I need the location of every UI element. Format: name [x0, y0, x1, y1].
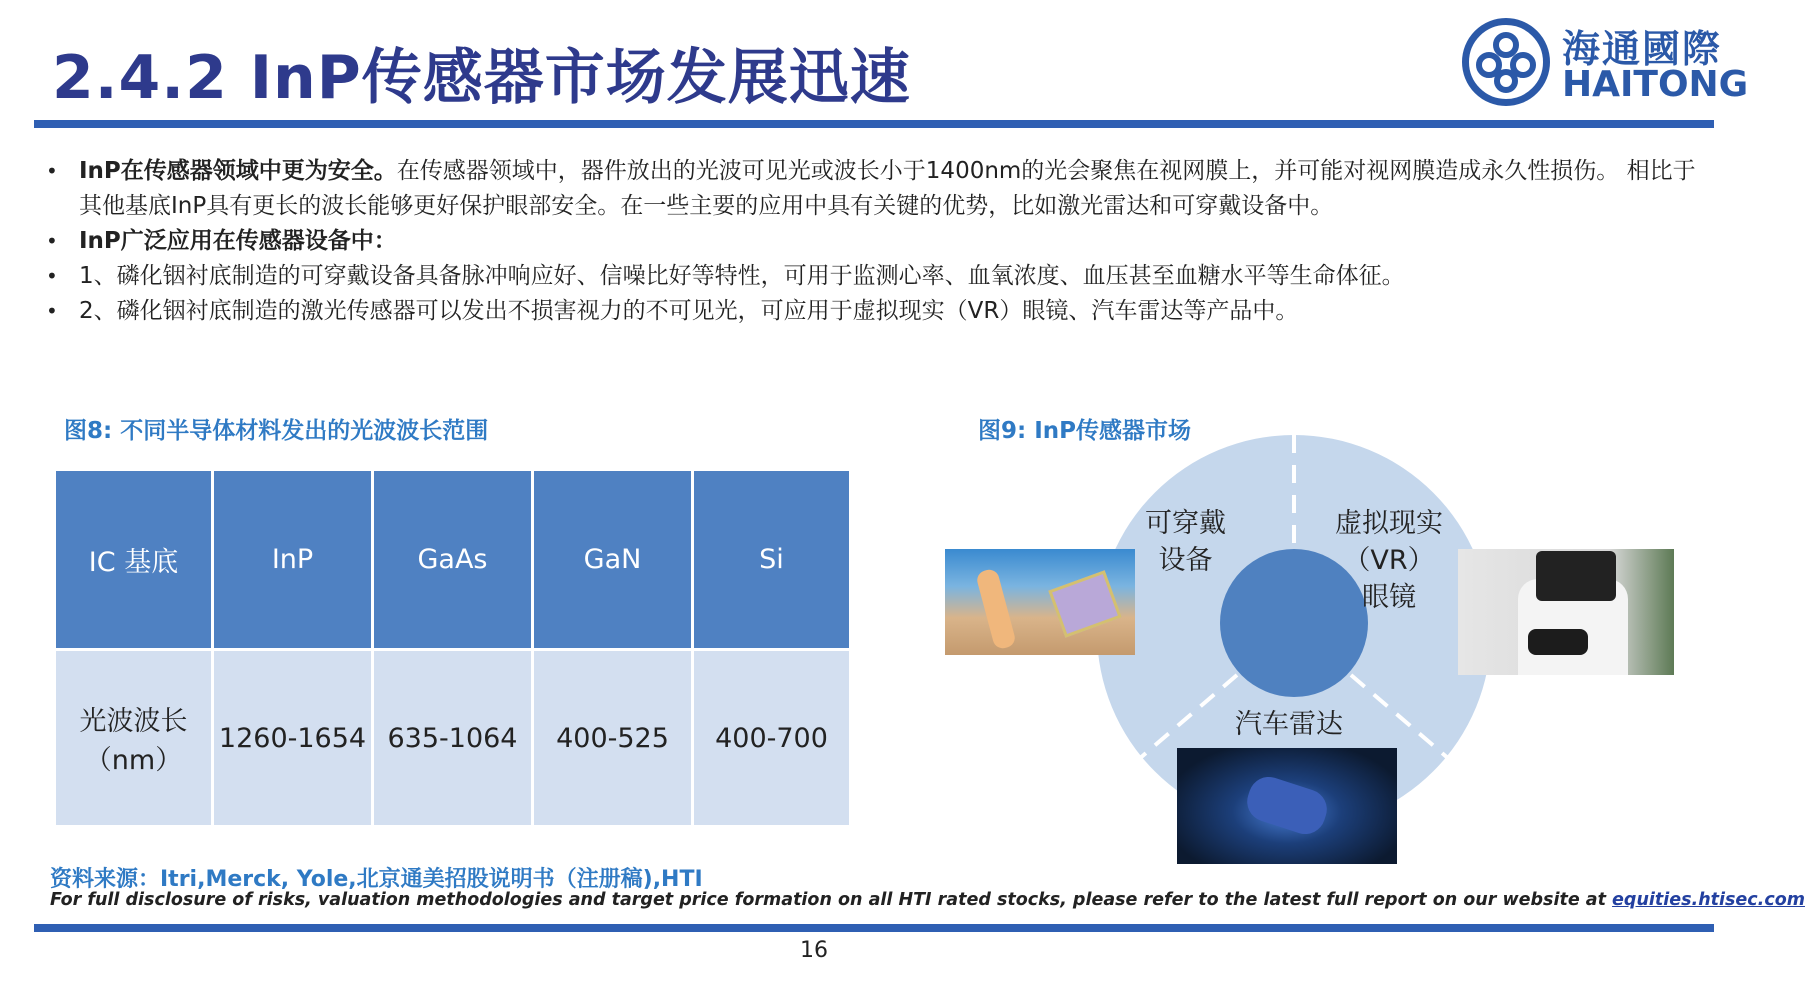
value-cell: 635-1064	[374, 651, 531, 825]
header-cell: GaAs	[374, 471, 531, 648]
fig8-caption: 图8: 不同半导体材料发出的光波波长范围	[64, 418, 489, 444]
wearable-image	[945, 549, 1135, 655]
bullet-text: 1、磷化铟衬底制造的可穿戴设备具备脉冲响应好、信噪比好等特性，可用于监测心率、血氧浓度、血压甚至血糖水平等生命体征。	[79, 263, 1405, 289]
bullet-bold: InP在传感器领域中更为安全。	[79, 158, 397, 184]
header-cell: IC 基底	[56, 471, 211, 648]
value-cell: 400-525	[534, 651, 691, 825]
wavelength-table	[53, 468, 852, 828]
website-link[interactable]: equities.htisec.com	[1612, 890, 1805, 910]
logo-chinese: 海通國際	[1562, 27, 1723, 71]
bullet-text: 在传感器领域中，器件放出的光波可见光或波长小于1400nm的光会聚焦在视网膜上，并可能对视网膜造成永久性损伤。 相比于其他基底InP具有更长的波长能够更好保护眼部安全。在一些主要的应用中具有关键的优势，比如激光雷达和可穿戴设备中。	[79, 158, 1696, 219]
table-row	[56, 651, 849, 825]
page-title: 2.4.2 InP传感器市场发展迅速	[52, 43, 911, 113]
haitong-emblem-icon	[1462, 18, 1550, 106]
fig9-caption: 图9: InP传感器市场	[978, 418, 1191, 444]
car-shape	[1242, 772, 1332, 840]
vr-headset	[1536, 551, 1616, 601]
bullet-list	[44, 154, 1704, 329]
page-number: 16	[800, 938, 828, 963]
footer-divider	[34, 924, 1714, 932]
source-note: 资料来源：Itri,Merck, Yole,北京通美招股说明书（注册稿),HTI	[50, 867, 703, 892]
bullet-text: 2、磷化铟衬底制造的激光传感器可以发出不损害视力的不可见光，可应用于虚拟现实（VR）眼镜、汽车雷达等产品中。	[79, 298, 1299, 324]
bullet-item	[44, 154, 1704, 224]
header-divider	[34, 120, 1714, 128]
label-line: 设备	[1158, 545, 1213, 576]
car-radar-image	[1177, 748, 1397, 864]
bullet-item	[44, 224, 1704, 259]
logo-english: HAITONG	[1562, 64, 1749, 105]
car-radar-label: 汽车雷达	[1235, 709, 1343, 740]
vr-image	[1458, 549, 1674, 675]
header-cell: Si	[694, 471, 849, 648]
row-label-line: 光波波长	[79, 706, 188, 737]
label-line: 可穿戴	[1145, 508, 1226, 539]
table-header-row	[56, 471, 849, 648]
row-label-unit: （nm）	[84, 745, 183, 776]
header-cell: GaN	[534, 471, 691, 648]
chip-shape	[1048, 570, 1121, 638]
vr-label	[1335, 505, 1443, 616]
disclaimer-text: For full disclosure of risks, valuation methodologies and target price formation on all HTI rated stocks, please refer to the latest full report on our website at	[50, 890, 1613, 910]
wearable-label	[1145, 505, 1226, 579]
disclaimer	[50, 890, 1805, 910]
value-cell: 400-700	[694, 651, 849, 825]
label-line: 眼镜	[1362, 582, 1416, 613]
value-cell: 1260-1654	[214, 651, 371, 825]
row-label	[56, 651, 211, 825]
glove	[1528, 629, 1588, 655]
bullet-item	[44, 259, 1704, 294]
label-line: 虚拟现实	[1335, 508, 1443, 539]
header-cell: InP	[214, 471, 371, 648]
label-line: （VR）	[1343, 545, 1435, 576]
bullet-bold: InP广泛应用在传感器设备中：	[79, 228, 397, 254]
hand-shape	[975, 568, 1017, 651]
haitong-logo	[1462, 16, 1749, 108]
bullet-item	[44, 294, 1704, 329]
